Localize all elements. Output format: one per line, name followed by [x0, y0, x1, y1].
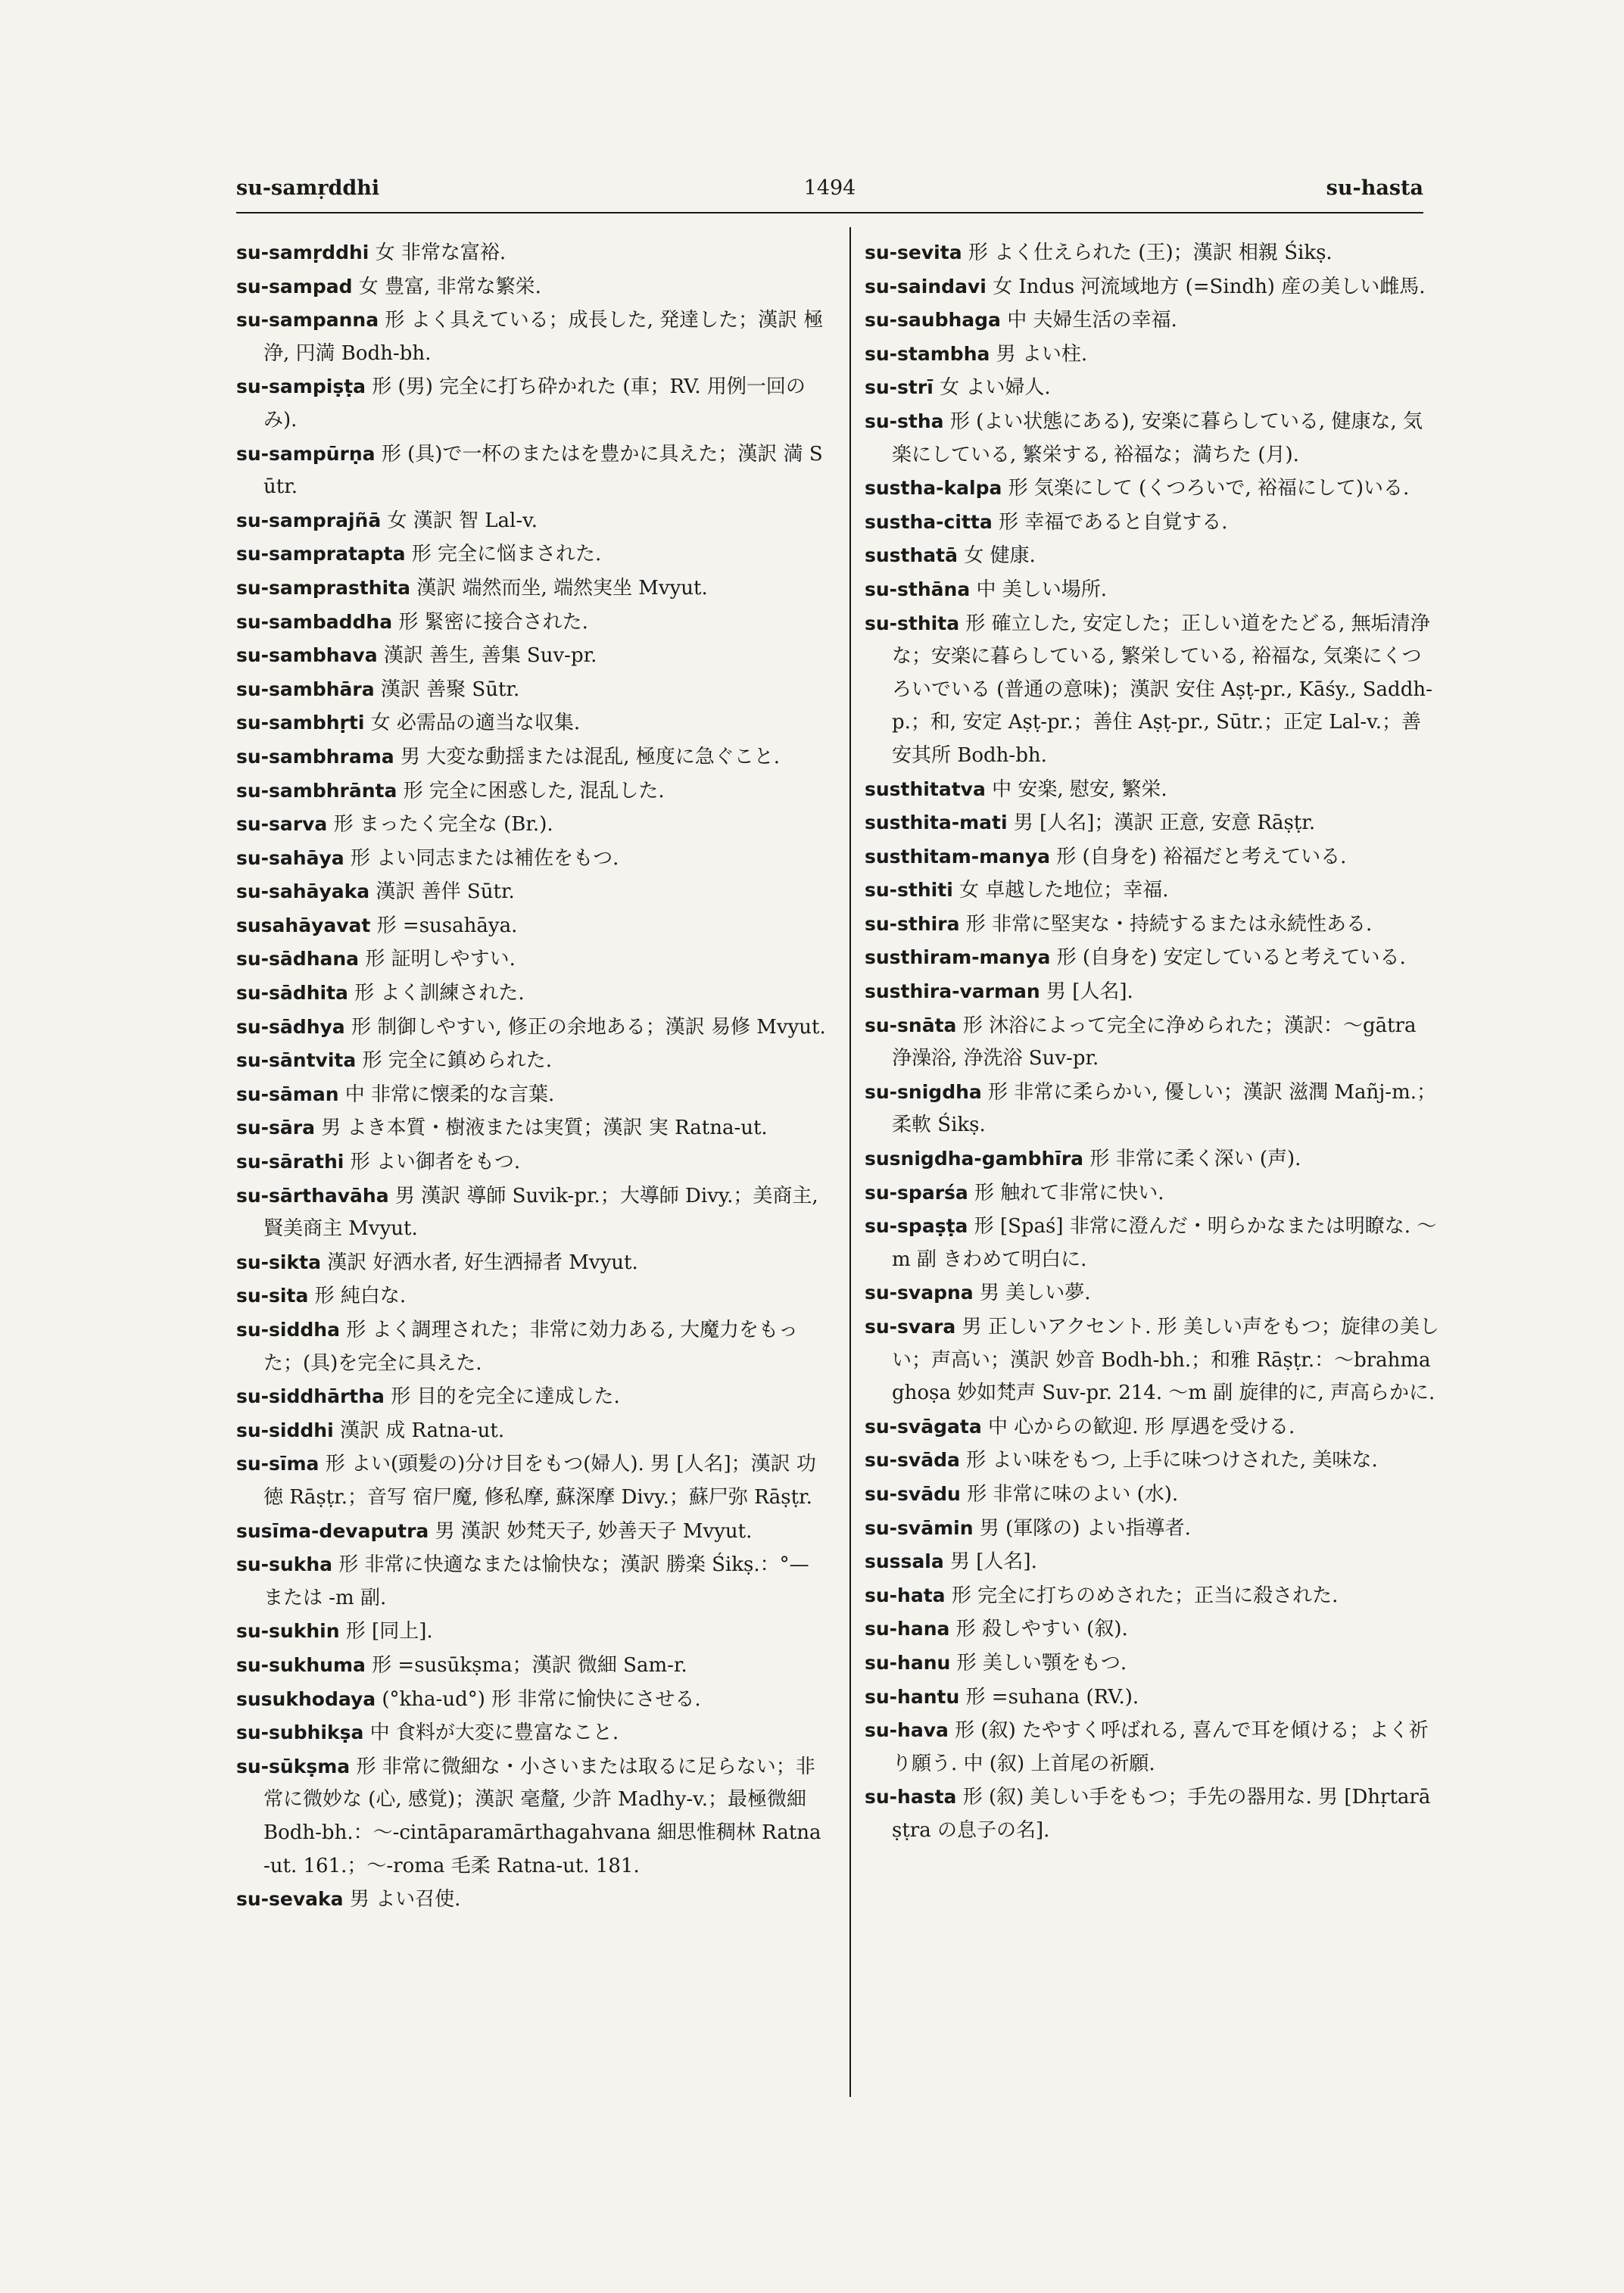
- entry-headword: susīma-devaputra: [236, 1519, 429, 1542]
- entry-definition: 形 よい同志または補佐をもつ.: [350, 846, 619, 870]
- entry-definition: 形 完全に悩まされた.: [411, 543, 602, 566]
- entry-definition: 形 確立した, 安定した；正しい道をたどる, 無垢清浄な；安楽に暮らしている, 繁栄している, 裕福な, 気楽にくつろいでいる (普通の意味)；漢訳 安住 Aṣṭ-pr., Kāśy., Saddh-p.；和, 安定 Aṣṭ-pr.；善住 Aṣṭ-pr., Sūtr.；正定 Lal-v.；善安其所 Bodh-bh.: [892, 612, 1432, 767]
- entry-definition: 男 よき本質・樹液または実質；漢訳 実 Ratna-ut.: [321, 1117, 768, 1140]
- entry-definition: 男 大変な動揺または混乱, 極度に急ぐこと.: [400, 745, 780, 768]
- entry-definition: 形 幸福であると自覚する.: [998, 510, 1228, 534]
- entry-definition: 形 [Spaś] 非常に澄んだ・明らかなまたは明瞭な. 〜m 副 きわめて明白に.: [892, 1215, 1437, 1271]
- dictionary-entry: [236, 1246, 827, 1280]
- dictionary-entry: [236, 606, 827, 640]
- dictionary-entry: [865, 1176, 1440, 1210]
- entry-definition: 女 よい婦人.: [940, 376, 1051, 400]
- entry-definition: 形 (よい状態にある), 安楽に暮らしている, 健康な, 気楽にしている, 繁栄する, 裕福な；満ちた (月).: [892, 410, 1423, 466]
- entry-headword: su-svāgata: [865, 1415, 982, 1438]
- entry-headword: su-sparśa: [865, 1181, 968, 1204]
- entry-definition: 男 漢訳 妙梵天子, 妙善天子 Mvyut.: [435, 1519, 753, 1543]
- entry-headword: su-sukhin: [236, 1620, 340, 1643]
- entry-definition: 形 (叙) 美しい手をもつ；手先の器用な. 男 [Dhṛtarāṣṭra の息子の名].: [892, 1786, 1431, 1842]
- dictionary-entry: [865, 1444, 1440, 1478]
- entry-headword: su-sambhava: [236, 644, 378, 667]
- entry-headword: susthira-varman: [865, 980, 1040, 1003]
- dictionary-entry: [236, 1649, 827, 1683]
- entry-headword: su-sahāya: [236, 846, 344, 869]
- dictionary-entry: [236, 537, 827, 572]
- header-right-headword: su-hasta: [1326, 176, 1423, 200]
- entry-headword: su-sambhrama: [236, 745, 394, 768]
- dictionary-entry: [236, 1515, 827, 1549]
- dictionary-entry: [865, 1009, 1440, 1076]
- dictionary-entry: [865, 1545, 1440, 1579]
- entry-headword: susthiram-manya: [865, 946, 1051, 969]
- entry-headword: su-samprajñā: [236, 509, 382, 531]
- header-left-headword: su-samṛddhi: [236, 176, 380, 200]
- dictionary-entry: [865, 270, 1440, 304]
- entry-headword: su-snāta: [865, 1014, 957, 1036]
- entry-headword: su-sampratapta: [236, 543, 406, 565]
- dictionary-entry: [865, 874, 1440, 908]
- dictionary-entry: [865, 1781, 1440, 1847]
- entry-definition: 形 触れて非常に快い.: [974, 1181, 1164, 1204]
- entry-definition: 男 正しいアクセント. 形 美しい声をもつ；旋律の美しい；声高い；漢訳 妙音 Bodh-bh.；和雅 Rāṣṭr.：〜brahmaghoṣa 妙如梵声 Suv-pr. 214. 〜m 副 旋律的に, 声高らかに.: [892, 1316, 1439, 1405]
- entry-headword: su-sita: [236, 1285, 309, 1307]
- dictionary-entry: [865, 1310, 1440, 1410]
- dictionary-entry: [865, 472, 1440, 506]
- entry-headword: su-subhikṣa: [236, 1721, 364, 1744]
- dictionary-entry: [865, 1276, 1440, 1310]
- entry-definition: 形 非常に味のよい (水).: [967, 1482, 1179, 1506]
- entry-headword: su-samprasthita: [236, 576, 410, 599]
- entry-definition: 形 気楽にして (くつろいで, 裕福にして)いる.: [1008, 477, 1410, 500]
- entry-headword: su-sampanna: [236, 309, 379, 332]
- dictionary-entry: [236, 1414, 827, 1448]
- entry-definition: 形 (自身を) 安定していると考えている.: [1056, 946, 1406, 970]
- entry-definition: 漢訳 善生, 善集 Suv-pr.: [383, 644, 597, 668]
- dictionary-entry: [236, 370, 827, 437]
- dictionary-entry: [236, 706, 827, 740]
- entry-headword: su-sambhrānta: [236, 779, 397, 802]
- entry-definition: 形 よい(頭髪の)分け目をもつ(婦人). 男 [人名]；漢訳 功徳 Rāṣṭr.；音写 宿尸魔, 修私摩, 蘇深摩 Divy.；蘇尸弥 Rāṣṭr.: [263, 1453, 816, 1509]
- entry-headword: su-sīma: [236, 1453, 320, 1475]
- entry-headword: su-hasta: [865, 1786, 957, 1809]
- page-header: [236, 176, 1423, 207]
- entry-headword: su-sāra: [236, 1117, 316, 1139]
- dictionary-entry: [236, 1683, 827, 1717]
- entry-definition: 形 非常に微細な・小さいまたは取るに足らない；非常に微妙な (心, 感覚)；漢訳 毫釐, 少許 Madhy-v.；最極微細 Bodh-bh.：〜-cintāparamārthagahvana 細思惟稠林 Ratna-ut. 161.；〜-roma 毛柔 Ratna-ut. 181.: [263, 1755, 821, 1877]
- entry-definition: 男 [人名]；漢訳 正意, 安意 Rāṣṭr.: [1013, 812, 1316, 835]
- entry-headword: su-sambhāra: [236, 678, 375, 700]
- entry-definition: 形 純白な.: [314, 1285, 407, 1308]
- entry-definition: 形 証明しやすい.: [365, 948, 516, 971]
- entry-definition: 中 食料が大変に豊富なこと.: [369, 1721, 619, 1745]
- dictionary-entry: [865, 405, 1440, 472]
- entry-definition: 女 健康.: [964, 544, 1036, 568]
- entry-definition: 形 (具)で一杯のまたはを豊かに具えた；漢訳 満 Sūtr.: [263, 442, 823, 499]
- dictionary-entry: [865, 1478, 1440, 1512]
- entry-definition: 形 非常に快適なまたは愉快な；漢訳 勝楽 Śikṣ.：°— または -m 副.: [263, 1553, 809, 1609]
- entry-headword: su-saindavi: [865, 275, 987, 298]
- entry-definition: 形 非常に堅実な・持続するまたは永続性ある.: [965, 912, 1373, 936]
- entry-definition: 形 よく調理された；非常に効力ある, 大魔力をもった；(具)を完全に具えた.: [263, 1319, 799, 1375]
- entry-headword: su-sthita: [865, 612, 960, 634]
- dictionary-entry: [236, 1179, 827, 1246]
- entry-definition: 形 (男) 完全に打ち砕かれた (車；RV. 用例一回のみ).: [263, 375, 806, 431]
- dictionary-entry: [236, 639, 827, 673]
- entry-definition: 形 (自身を) 裕福だと考えている.: [1056, 845, 1347, 868]
- entry-headword: su-svāmin: [865, 1516, 974, 1539]
- dictionary-entry: [236, 1548, 827, 1615]
- dictionary-entry: [236, 1447, 827, 1514]
- left-column: [236, 236, 827, 1917]
- entry-headword: susukhodaya: [236, 1687, 376, 1710]
- dictionary-entry: [236, 808, 827, 842]
- dictionary-entry: [865, 1647, 1440, 1681]
- entry-headword: su-sampiṣṭa: [236, 375, 366, 398]
- entry-definition: 形 完全に打ちのめされた；正当に殺された.: [951, 1584, 1339, 1607]
- entry-definition: 中 心からの歓迎. 形 厚遇を受ける.: [987, 1415, 1295, 1438]
- entry-definition: 形 よい味をもつ, 上手に味つけされた, 美味な.: [966, 1449, 1378, 1472]
- entry-definition: 男 よい召使.: [349, 1888, 461, 1911]
- entry-definition: 女 非常な富裕.: [375, 241, 507, 264]
- entry-headword: su-hata: [865, 1584, 946, 1606]
- entry-definition: 中 夫婦生活の幸福.: [1007, 309, 1177, 332]
- entry-headword: susthitatva: [865, 777, 986, 800]
- entry-headword: susnigdha-gambhīra: [865, 1148, 1084, 1170]
- entry-headword: susthita-mati: [865, 812, 1008, 834]
- entry-headword: su-sārthavāha: [236, 1184, 389, 1207]
- entry-definition: 形 美しい顎をもつ.: [956, 1651, 1127, 1675]
- dictionary-entry: [865, 773, 1440, 807]
- entry-definition: 形 緊密に接合された.: [398, 610, 588, 634]
- dictionary-entry: [236, 1145, 827, 1179]
- entry-definition: 中 美しい場所.: [976, 578, 1108, 601]
- dictionary-entry: [865, 1612, 1440, 1647]
- entry-definition: 形 殺しやすい (叙).: [955, 1618, 1128, 1641]
- entry-definition: 女 卓越した地位；幸福.: [959, 879, 1169, 902]
- entry-definition: 漢訳 成 Ratna-ut.: [339, 1419, 505, 1442]
- dictionary-entry: [865, 840, 1440, 874]
- dictionary-entry: [865, 573, 1440, 607]
- entry-headword: su-sthira: [865, 912, 960, 935]
- entry-headword: su-stambha: [865, 342, 990, 365]
- entry-definition: 形 完全に困惑した, 混乱した.: [403, 779, 665, 802]
- dictionary-entry: [236, 1279, 827, 1313]
- entry-headword: su-strī: [865, 376, 934, 399]
- entry-definition: 男 よい柱.: [996, 342, 1088, 366]
- entry-headword: su-sāntvita: [236, 1049, 357, 1072]
- entry-headword: su-svādu: [865, 1482, 961, 1505]
- dictionary-entry: [865, 304, 1440, 338]
- entry-headword: su-sahāyaka: [236, 880, 370, 903]
- entry-headword: susthatā: [865, 544, 958, 567]
- dictionary-entry: [236, 1883, 827, 1917]
- entry-headword: su-sārathi: [236, 1151, 344, 1173]
- entry-headword: su-sthiti: [865, 879, 953, 902]
- dictionary-entry: [236, 1313, 827, 1380]
- entry-definition: 形 よく仕えられた (王)；漢訳 相親 Śikṣ.: [968, 241, 1333, 264]
- entry-definition: 中 安楽, 慰安, 繁栄.: [992, 777, 1167, 801]
- entry-definition: 女 豊富, 非常な繁栄.: [358, 275, 541, 298]
- dictionary-entry: [236, 270, 827, 304]
- entry-headword: su-snigdha: [865, 1080, 982, 1103]
- entry-definition: 形 非常に柔く深い (声).: [1089, 1148, 1301, 1171]
- entry-headword: su-siddhi: [236, 1419, 334, 1441]
- entry-definition: 形 =susūkṣma；漢訳 微細 Sam-r.: [372, 1653, 687, 1677]
- dictionary-entry: [236, 1380, 827, 1414]
- entry-headword: su-sādhita: [236, 982, 348, 1005]
- dictionary-entry: [865, 1210, 1440, 1276]
- dictionary-entry: [865, 806, 1440, 840]
- entry-headword: su-sampūrṇa: [236, 442, 376, 465]
- entry-definition: 漢訳 善伴 Sūtr.: [376, 880, 515, 904]
- right-column: [865, 236, 1440, 1848]
- dictionary-entry: [865, 1142, 1440, 1176]
- entry-definition: (°kha-ud°) 形 非常に愉快にさせる.: [382, 1687, 701, 1711]
- entry-headword: su-svara: [865, 1316, 956, 1338]
- dictionary-entry: [236, 673, 827, 707]
- dictionary-entry: [236, 875, 827, 909]
- dictionary-entry: [865, 1076, 1440, 1142]
- entry-headword: su-sarva: [236, 813, 328, 836]
- entry-headword: su-sāman: [236, 1083, 339, 1105]
- entry-headword: su-hava: [865, 1719, 949, 1742]
- dictionary-entry: [236, 304, 827, 370]
- entry-definition: 女 必需品の適当な収集.: [370, 712, 581, 735]
- entry-headword: su-spaṣṭa: [865, 1215, 968, 1238]
- dictionary-entry: [236, 572, 827, 606]
- dictionary-entry: [865, 908, 1440, 942]
- entry-definition: 形 よい御者をもつ.: [350, 1151, 521, 1174]
- dictionary-entry: [865, 607, 1440, 773]
- entry-headword: su-sādhya: [236, 1015, 345, 1038]
- entry-headword: su-svāda: [865, 1449, 960, 1472]
- entry-headword: su-sevita: [865, 241, 962, 263]
- entry-definition: 形 まったく完全な (Br.).: [333, 813, 553, 837]
- entry-headword: sustha-kalpa: [865, 477, 1002, 500]
- entry-headword: su-sukhuma: [236, 1653, 366, 1676]
- entry-definition: 男 [人名].: [950, 1550, 1037, 1574]
- entry-headword: su-svapna: [865, 1282, 974, 1304]
- entry-headword: su-hantu: [865, 1685, 960, 1708]
- entry-definition: 形 沐浴によって完全に浄められた；漢訳：〜gātra 浄澡浴, 浄洗浴 Suv-pr.: [892, 1014, 1417, 1070]
- dictionary-entry: [236, 1615, 827, 1649]
- dictionary-entry: [865, 1579, 1440, 1613]
- entry-definition: 漢訳 端然而坐, 端然実坐 Mvyut.: [416, 576, 708, 600]
- dictionary-entry: [236, 1044, 827, 1078]
- dictionary-entry: [865, 371, 1440, 405]
- entry-headword: su-sādhana: [236, 948, 360, 970]
- dictionary-entry: [236, 1750, 827, 1883]
- entry-headword: su-sevaka: [236, 1888, 344, 1911]
- entry-headword: su-siddhārtha: [236, 1385, 385, 1408]
- entry-definition: 男 漢訳 導師 Suvik-pr.；大導師 Divy.；美商主, 賢美商主 Mvyut.: [263, 1184, 818, 1241]
- dictionary-entry: [236, 842, 827, 876]
- dictionary-entry: [236, 236, 827, 270]
- entry-definition: 形 目的を完全に達成した.: [391, 1385, 620, 1409]
- dictionary-entry: [865, 975, 1440, 1009]
- entry-definition: 形 [同上].: [345, 1620, 433, 1643]
- dictionary-entry: [865, 506, 1440, 540]
- dictionary-entry: [236, 909, 827, 943]
- dictionary-entry: [236, 438, 827, 504]
- entry-headword: su-hanu: [865, 1651, 951, 1674]
- entry-headword: su-sukha: [236, 1553, 333, 1576]
- entry-headword: su-saubhaga: [865, 309, 1001, 332]
- entry-definition: 形 =suhana (RV.).: [965, 1685, 1139, 1709]
- entry-definition: 形 =susahāya.: [376, 914, 518, 937]
- entry-definition: 形 (叙) たやすく呼ばれる, 喜んで耳を傾ける；よく祈り願う. 中 (叙) 上首尾の祈願.: [892, 1719, 1429, 1775]
- dictionary-entry: [236, 774, 827, 808]
- dictionary-entry: [236, 1011, 827, 1045]
- entry-headword: su-sūkṣma: [236, 1755, 351, 1777]
- entry-definition: 形 よく具えている；成長した, 発達した；漢訳 極浄, 円満 Bodh-bh.: [263, 309, 824, 365]
- entry-headword: sussala: [865, 1550, 944, 1573]
- entry-headword: su-hana: [865, 1618, 950, 1640]
- dictionary-entry: [236, 942, 827, 977]
- entry-headword: su-samṛddhi: [236, 241, 369, 263]
- entry-headword: susahāyavat: [236, 914, 371, 936]
- dictionary-entry: [865, 1512, 1440, 1546]
- entry-definition: 女 漢訳 智 Lal-v.: [387, 509, 538, 532]
- dictionary-entry: [236, 1716, 827, 1750]
- dictionary-entry: [236, 504, 827, 538]
- column-divider: [849, 227, 851, 2097]
- entry-definition: 男 美しい夢.: [979, 1282, 1091, 1305]
- entry-definition: 形 完全に鎮められた.: [362, 1049, 553, 1073]
- entry-headword: susthitam-manya: [865, 845, 1051, 868]
- entry-headword: su-siddha: [236, 1319, 340, 1341]
- entry-headword: su-sthāna: [865, 578, 971, 600]
- header-rule: [236, 212, 1423, 213]
- entry-definition: 漢訳 善聚 Sūtr.: [380, 678, 520, 701]
- entry-headword: su-sambhṛti: [236, 712, 365, 734]
- entry-definition: 男 [人名].: [1046, 980, 1133, 1004]
- dictionary-entry: [865, 1714, 1440, 1781]
- entry-headword: su-stha: [865, 410, 944, 432]
- dictionary-entry: [865, 539, 1440, 573]
- dictionary-entry: [865, 1410, 1440, 1444]
- entry-definition: 中 非常に懐柔的な言葉.: [344, 1083, 555, 1106]
- entry-definition: 女 Indus 河流域地方 (=Sindh) 産の美しい雌馬.: [993, 275, 1426, 298]
- dictionary-entry: [865, 338, 1440, 372]
- entry-headword: su-sampad: [236, 275, 353, 298]
- entry-definition: 男 (軍隊の) よい指導者.: [979, 1516, 1191, 1540]
- entry-definition: 形 制御しやすい, 修正の余地ある；漢訳 易修 Mvyut.: [351, 1015, 826, 1039]
- entry-headword: su-sikta: [236, 1251, 321, 1273]
- dictionary-entry: [236, 1111, 827, 1145]
- entry-definition: 形 よく訓練された.: [354, 982, 525, 1005]
- entry-definition: 漢訳 好洒水者, 好生洒掃者 Mvyut.: [327, 1251, 638, 1274]
- entry-definition: 形 非常に柔らかい, 優しい；漢訳 滋潤 Mañj-m.；柔軟 Śikṣ.: [892, 1080, 1436, 1137]
- page-number: 1494: [803, 176, 856, 200]
- dictionary-entry: [236, 740, 827, 774]
- dictionary-entry: [236, 1078, 827, 1112]
- entry-headword: su-sambaddha: [236, 610, 393, 633]
- entry-headword: sustha-citta: [865, 510, 993, 533]
- dictionary-entry: [865, 236, 1440, 270]
- dictionary-entry: [865, 1681, 1440, 1715]
- dictionary-entry: [865, 941, 1440, 975]
- dictionary-entry: [236, 977, 827, 1011]
